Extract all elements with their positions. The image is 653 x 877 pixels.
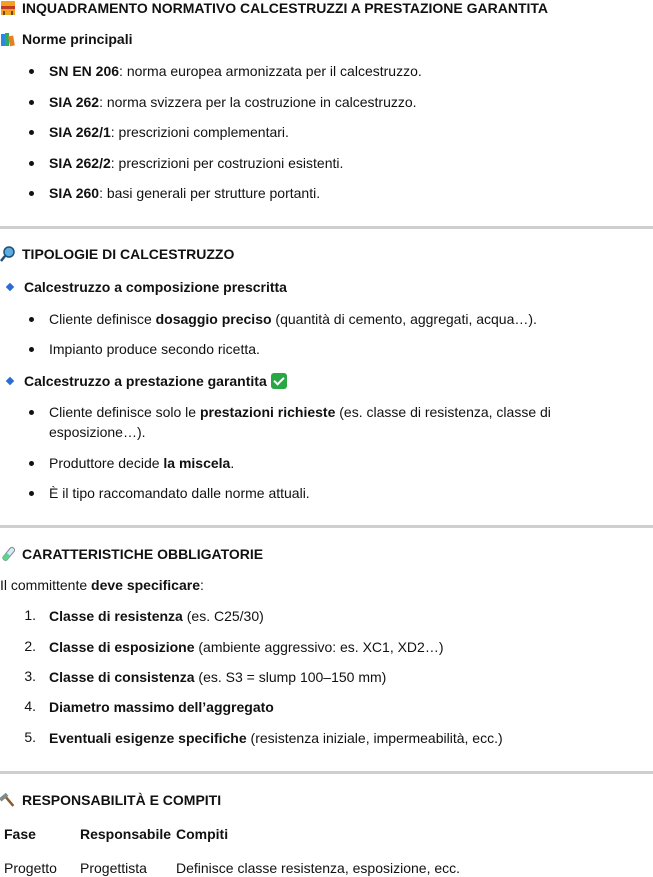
item-text: Cliente definisce solo le: [49, 404, 200, 420]
diamond-bullet-icon: [6, 377, 14, 385]
section-title-responsabilita: [0, 792, 221, 808]
item-text-after: (quantità di cemento, aggregati, acqua…).: [271, 311, 537, 327]
table-header-cell: Compiti: [176, 826, 229, 842]
type-list-item: [49, 403, 551, 422]
item-text: esposizione…).: [49, 424, 146, 440]
table-cell: Progettista: [80, 860, 147, 876]
type-a-title: Calcestruzzo a composizione prescritta: [24, 279, 287, 295]
type-list-item: [49, 310, 537, 329]
norm-list-item: [49, 93, 417, 112]
list-number: 2.: [24, 638, 36, 654]
bullet-icon: [29, 161, 34, 166]
item-text: Produttore decide: [49, 455, 164, 471]
norm-code: SIA 262/1: [49, 124, 111, 140]
norm-code: SIA 260: [49, 185, 100, 201]
check-mark-icon: [271, 373, 287, 389]
test-tube-icon: [0, 546, 16, 562]
section-title-normativo: [0, 0, 548, 16]
subsection-title-text: Norme principali: [22, 31, 133, 47]
table-cell: Definisce classe resistenza, esposizione, ecc.: [176, 860, 461, 876]
norm-description: : norma svizzera per la costruzione in calcestruzzo.: [99, 94, 417, 110]
section-title-text: TIPOLOGIE DI CALCESTRUZZO: [22, 246, 235, 262]
requirement-name: Classe di esposizione: [49, 639, 195, 655]
type-b-title: Calcestruzzo a prestazione garantita: [24, 373, 267, 389]
norm-list-item: [49, 123, 289, 142]
requirement-name: Diametro massimo dell’aggregato: [49, 699, 274, 715]
item-text-after: (es. classe di resistenza, classe di: [335, 404, 551, 420]
requirement-detail: (ambiente aggressivo: es. XC1, XD2…): [194, 639, 444, 655]
type-b-title-row: [24, 373, 287, 389]
section-title-text: RESPONSABILITÀ E COMPITI: [22, 792, 222, 808]
table-header-cell: Fase: [4, 826, 36, 842]
type-list-item: [49, 484, 310, 503]
section-title-text: CARATTERISTICHE OBBLIGATORIE: [22, 546, 264, 562]
subsection-title-norme: [0, 31, 132, 47]
books-icon: [0, 31, 16, 47]
requirement-name: Eventuali esigenze specifiche: [49, 730, 247, 746]
requirement-list-item: [49, 638, 444, 657]
norm-description: : prescrizioni per costruzioni esistenti.: [110, 155, 344, 171]
requirement-detail: (es. S3 = slump 100–150 mm): [194, 669, 387, 685]
section-title-text: INQUADRAMENTO NORMATIVO CALCESTRUZZI A PRESTAZIONE GARANTITA: [22, 0, 549, 16]
bullet-icon: [29, 130, 34, 135]
table-cell: Progetto: [4, 860, 57, 876]
list-number: 4.: [24, 698, 36, 714]
bullet-icon: [29, 69, 34, 74]
list-number: 1.: [24, 607, 36, 623]
bullet-icon: [29, 100, 34, 105]
norm-description: : norma europea armonizzata per il calcestruzzo.: [119, 63, 422, 79]
section-divider: [0, 226, 653, 229]
intro-text: [0, 577, 204, 593]
bullet-icon: [29, 317, 34, 322]
table-header-cell: Responsabile: [80, 826, 172, 842]
diamond-bullet-icon: [6, 283, 14, 291]
requirement-list-item: [49, 698, 274, 717]
norm-description: : prescrizioni complementari.: [110, 124, 289, 140]
requirement-list-item: [49, 729, 503, 748]
norm-code: SIA 262/2: [49, 155, 111, 171]
requirement-list-item: [49, 607, 264, 626]
item-text-after: .: [230, 455, 235, 471]
item-text: Cliente definisce: [49, 311, 156, 327]
norm-list-item: [49, 154, 343, 173]
norm-description: : basi generali per strutture portanti.: [99, 185, 321, 201]
magnifier-icon: [0, 246, 16, 262]
item-bold: la miscela: [163, 455, 231, 471]
type-list-item: [49, 423, 146, 442]
bullet-icon: [29, 347, 34, 352]
item-text: Impianto produce secondo ricetta.: [49, 341, 260, 357]
list-number: 5.: [24, 729, 36, 745]
type-list-item: [49, 454, 234, 473]
requirement-name: Classe di consistenza: [49, 669, 195, 685]
section-title-tipologie: [0, 246, 234, 262]
bullet-icon: [29, 491, 34, 496]
item-bold: prestazioni richieste: [199, 404, 336, 420]
intro-post: :: [200, 577, 204, 593]
intro-pre: Il committente: [0, 577, 92, 593]
requirement-list-item: [49, 668, 386, 687]
requirement-detail: (resistenza iniziale, impermeabilità, ecc.): [246, 730, 503, 746]
bullet-icon: [29, 410, 34, 415]
requirement-name: Classe di resistenza: [49, 608, 183, 624]
intro-bold: deve specificare: [91, 577, 200, 593]
norm-list-item: [49, 184, 320, 203]
item-bold: dosaggio preciso: [155, 311, 272, 327]
norm-code: SIA 262: [49, 94, 100, 110]
construction-icon: [0, 0, 16, 16]
list-number: 3.: [24, 668, 36, 684]
item-text: È il tipo raccomandato dalle norme attuali.: [49, 485, 310, 501]
hammer-icon: [0, 792, 16, 808]
section-divider: [0, 771, 653, 774]
section-title-caratteristiche: [0, 546, 263, 562]
norm-list-item: [49, 62, 422, 81]
bullet-icon: [29, 461, 34, 466]
bullet-icon: [29, 191, 34, 196]
section-divider: [0, 525, 653, 528]
norm-code: SN EN 206: [49, 63, 120, 79]
type-list-item: [49, 340, 260, 359]
requirement-detail: (es. C25/30): [182, 608, 264, 624]
